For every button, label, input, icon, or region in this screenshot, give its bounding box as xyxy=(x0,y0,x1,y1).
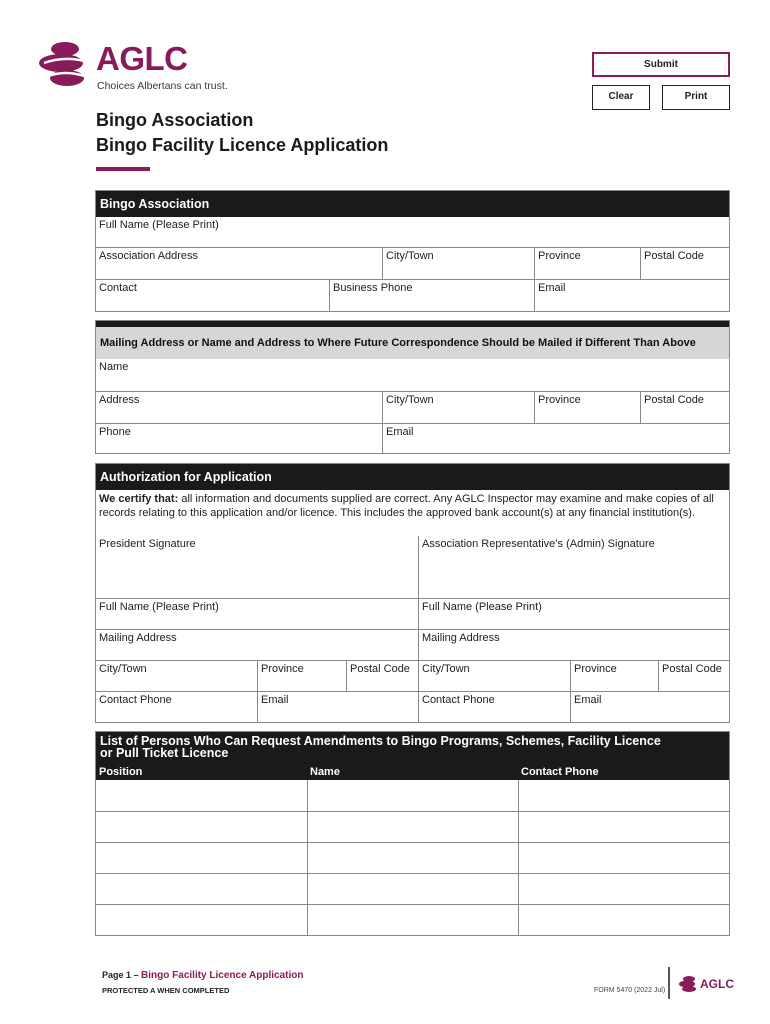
amendment-persons-section xyxy=(95,731,730,936)
name-input[interactable] xyxy=(307,905,518,935)
field-label: Contact Phone xyxy=(422,694,495,706)
mailing-name-field[interactable] xyxy=(96,359,729,391)
field-label: Postal Code xyxy=(350,663,410,675)
position-input[interactable] xyxy=(96,874,307,904)
rep-city-field[interactable] xyxy=(418,661,570,691)
mailing-city-field[interactable] xyxy=(382,392,534,423)
rep-email-field[interactable] xyxy=(570,692,729,722)
field-label: Email xyxy=(261,694,289,706)
table-row xyxy=(96,811,729,842)
president-postal-field[interactable] xyxy=(346,661,418,691)
province-field[interactable] xyxy=(534,248,640,279)
city-field[interactable] xyxy=(382,248,534,279)
rep-postal-field[interactable] xyxy=(658,661,729,691)
field-label: Mailing Address xyxy=(422,632,500,644)
business-phone-field[interactable] xyxy=(329,280,534,311)
footer-brand: AGLC xyxy=(700,977,734,991)
rep-full-name-field[interactable] xyxy=(418,599,729,629)
field-label: Association Representative’s (Admin) Signature xyxy=(422,538,655,550)
president-full-name-field[interactable] xyxy=(96,599,418,629)
field-label: Contact xyxy=(99,282,137,294)
clear-button[interactable]: Clear xyxy=(592,85,650,110)
footer-divider xyxy=(668,967,670,999)
field-label: Postal Code xyxy=(662,663,722,675)
field-label: Province xyxy=(574,663,617,675)
email-field[interactable] xyxy=(534,280,729,311)
field-label: Province xyxy=(538,394,581,406)
page-subtitle: Bingo Facility Licence Application xyxy=(96,135,389,155)
field-label: Email xyxy=(386,426,414,438)
section-heading: Authorization for Application xyxy=(96,464,729,490)
section-heading-line1: List of Persons Who Can Request Amendments to Bingo Programs, Schemes, Facility Licence xyxy=(100,734,661,748)
title-rule xyxy=(96,167,150,171)
rep-province-field[interactable] xyxy=(570,661,658,691)
position-input[interactable] xyxy=(96,905,307,935)
position-input[interactable] xyxy=(96,843,307,873)
column-header-position: Position xyxy=(99,766,143,778)
footer-form-number: FORM 5470 (2022 Jul) xyxy=(594,987,666,994)
section-heading-line2: or Pull Ticket Licence xyxy=(100,746,229,760)
president-signature-field[interactable] xyxy=(96,536,418,598)
field-label: Province xyxy=(261,663,304,675)
postal-code-field[interactable] xyxy=(640,248,729,279)
field-label: Business Phone xyxy=(333,282,413,294)
name-input[interactable] xyxy=(307,874,518,904)
section-heading: Mailing Address or Name and Address to Where Future Correspondence Should be Mailed if Different Than Above xyxy=(96,321,729,359)
field-label: Email xyxy=(574,694,602,706)
mailing-province-field[interactable] xyxy=(534,392,640,423)
print-button[interactable]: Print xyxy=(662,85,730,110)
table-row xyxy=(96,904,729,935)
field-label: City/Town xyxy=(386,250,434,262)
footer-protected: PROTECTED A WHEN COMPLETED xyxy=(102,986,230,995)
phone-input[interactable] xyxy=(518,843,729,873)
field-label: City/Town xyxy=(422,663,470,675)
mailing-phone-field[interactable] xyxy=(96,424,382,453)
certify-bold: We certify that: xyxy=(99,493,179,505)
field-label: Postal Code xyxy=(644,250,704,262)
name-input[interactable] xyxy=(307,780,518,811)
association-address-field[interactable] xyxy=(96,248,382,279)
field-label: Province xyxy=(538,250,581,262)
field-label: Phone xyxy=(99,426,131,438)
contact-field[interactable] xyxy=(96,280,329,311)
column-header-name: Name xyxy=(310,766,340,778)
position-input[interactable] xyxy=(96,780,307,811)
field-label: Contact Phone xyxy=(99,694,172,706)
bingo-association-section xyxy=(95,190,730,312)
field-label: Association Address xyxy=(99,250,199,262)
position-input[interactable] xyxy=(96,812,307,842)
president-province-field[interactable] xyxy=(257,661,346,691)
section-heading: Bingo Association xyxy=(96,191,729,217)
field-label: City/Town xyxy=(386,394,434,406)
field-label: President Signature xyxy=(99,538,196,550)
field-label: Full Name (Please Print) xyxy=(99,219,219,231)
page-title: Bingo Association xyxy=(96,110,254,130)
phone-input[interactable] xyxy=(518,812,729,842)
table-row xyxy=(96,842,729,873)
table-row xyxy=(96,780,729,811)
name-input[interactable] xyxy=(307,812,518,842)
phone-input[interactable] xyxy=(518,780,729,811)
phone-input[interactable] xyxy=(518,905,729,935)
president-email-field[interactable] xyxy=(257,692,418,722)
footer-page-label xyxy=(102,970,303,981)
full-name-field[interactable] xyxy=(96,217,729,247)
certification-text xyxy=(96,490,729,536)
mailing-address-section xyxy=(95,320,730,454)
representative-signature-field[interactable] xyxy=(418,536,729,598)
authorization-section xyxy=(95,463,730,723)
column-header-phone: Contact Phone xyxy=(521,766,599,778)
footer-page-title: Bingo Facility Licence Application xyxy=(141,970,304,981)
brand-name: AGLC xyxy=(96,40,188,77)
table-row xyxy=(96,873,729,904)
field-label: Full Name (Please Print) xyxy=(422,601,542,613)
footer-page-number: Page 1 – xyxy=(102,970,139,980)
mailing-address-field[interactable] xyxy=(96,392,382,423)
certify-body: all information and documents supplied are correct. Any AGLC Inspector may examine and make copies of all records relating to this application and/or licence. This includes the approved bank account(s) at any financial institution(s). xyxy=(99,493,714,519)
mailing-postal-field[interactable] xyxy=(640,392,729,423)
president-phone-field[interactable] xyxy=(96,692,257,722)
field-label: Postal Code xyxy=(644,394,704,406)
submit-button[interactable]: Submit xyxy=(592,52,730,77)
section-heading xyxy=(96,732,729,766)
president-city-field[interactable] xyxy=(96,661,257,691)
field-label: Address xyxy=(99,394,140,406)
name-input[interactable] xyxy=(307,843,518,873)
president-mailing-field[interactable] xyxy=(96,630,418,660)
aglc-footer-logo-icon xyxy=(678,975,698,993)
rep-phone-field[interactable] xyxy=(418,692,570,722)
phone-input[interactable] xyxy=(518,874,729,904)
brand-tagline: Choices Albertans can trust. xyxy=(97,80,228,92)
field-label: Name xyxy=(99,361,129,373)
field-label: City/Town xyxy=(99,663,147,675)
mailing-email-field[interactable] xyxy=(382,424,729,453)
field-label: Full Name (Please Print) xyxy=(99,601,219,613)
aglc-logo-icon xyxy=(36,36,92,92)
field-label: Mailing Address xyxy=(99,632,177,644)
field-label: Email xyxy=(538,282,566,294)
rep-mailing-field[interactable] xyxy=(418,630,729,660)
